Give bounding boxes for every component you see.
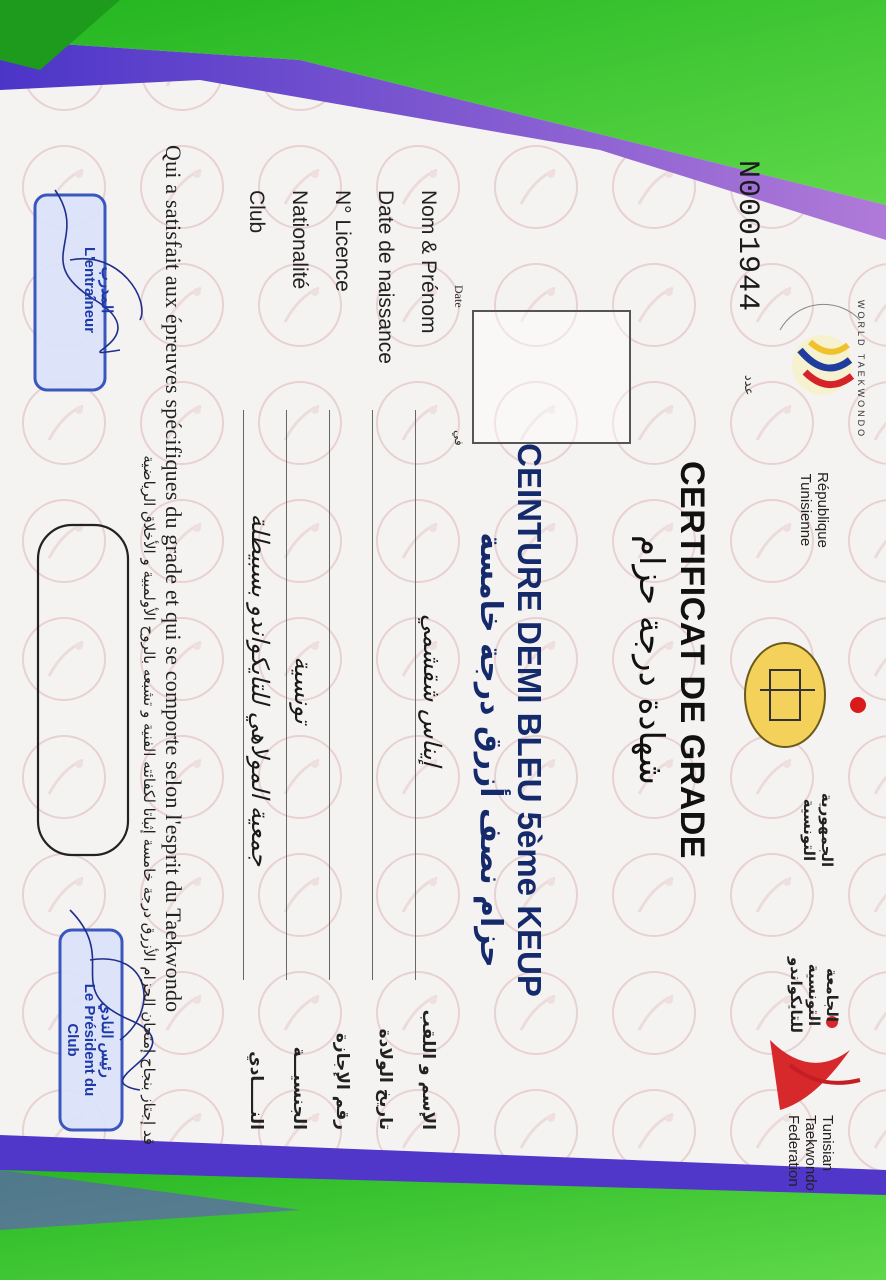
- statement-ar: قد إجتاز بنجاح إمتحان الحزام الأزرق درجة خامسة إثباتا لكفائته الفنية و تشبعه بالروح الأولمبية و الأخلاق الرياضية: [140, 455, 158, 1145]
- republic-ar: الجمهورية التونسية: [800, 792, 836, 868]
- number-prefix: عدد: [741, 375, 756, 396]
- grade-fr: CEINTURE DEMI BLEU 5ème KEUP: [511, 443, 548, 997]
- certificate-title-ar: شهادة درجة حزام: [631, 534, 671, 786]
- field-value-club: جمعية المولاهي للتايكواندو بسبيطلة: [246, 513, 274, 867]
- photo-box: [472, 310, 631, 444]
- certificate-title: CERTIFICAT DE GRADE: [673, 461, 711, 859]
- certificate-number: N0001944: [730, 160, 764, 313]
- photo-date-label-ar: في: [452, 430, 466, 446]
- field-row-licence: N° Licence رقم الإجازة: [331, 190, 354, 1130]
- fields-block: [216, 190, 446, 1130]
- statement-fr: Qui a satisfait aux épreuves spécifiques du grade et qui se comporte selon l'esprit du Taekwondo: [161, 145, 186, 1013]
- wt-logo-text: WORLD TAEKWONDO: [856, 300, 866, 440]
- grade-ar: حزام نصف أزرق درجة خامسة: [473, 532, 508, 968]
- field-row-nationality: Nationalité تونسية الجنسيـــة: [288, 190, 317, 1130]
- coach-signature-block: المدرب L'entraîneur: [81, 246, 115, 334]
- federation-en: Tunisian Taekwondo Federation: [785, 1115, 836, 1191]
- field-value-nationality: تونسية: [289, 656, 317, 724]
- field-row-name: Nom & Prénom إيناس شقشمي الإسم و اللقب: [417, 190, 446, 1130]
- field-row-club: Club جمعية المولاهي للتايكواندو بسبيطلة النـــــادي: [245, 190, 274, 1130]
- republic-fr: République Tunisienne: [797, 472, 831, 548]
- president-signature-block: رئيس النادي Le Président du Club: [64, 983, 115, 1097]
- photo-date-label: Date: [452, 285, 466, 308]
- field-value-name: إيناس شقشمي: [418, 613, 446, 767]
- field-row-birthdate: Date de naissance تاريخ الولادة: [374, 190, 397, 1130]
- federation-ar: الجامعة التونسية للتايكواندو: [787, 956, 841, 1034]
